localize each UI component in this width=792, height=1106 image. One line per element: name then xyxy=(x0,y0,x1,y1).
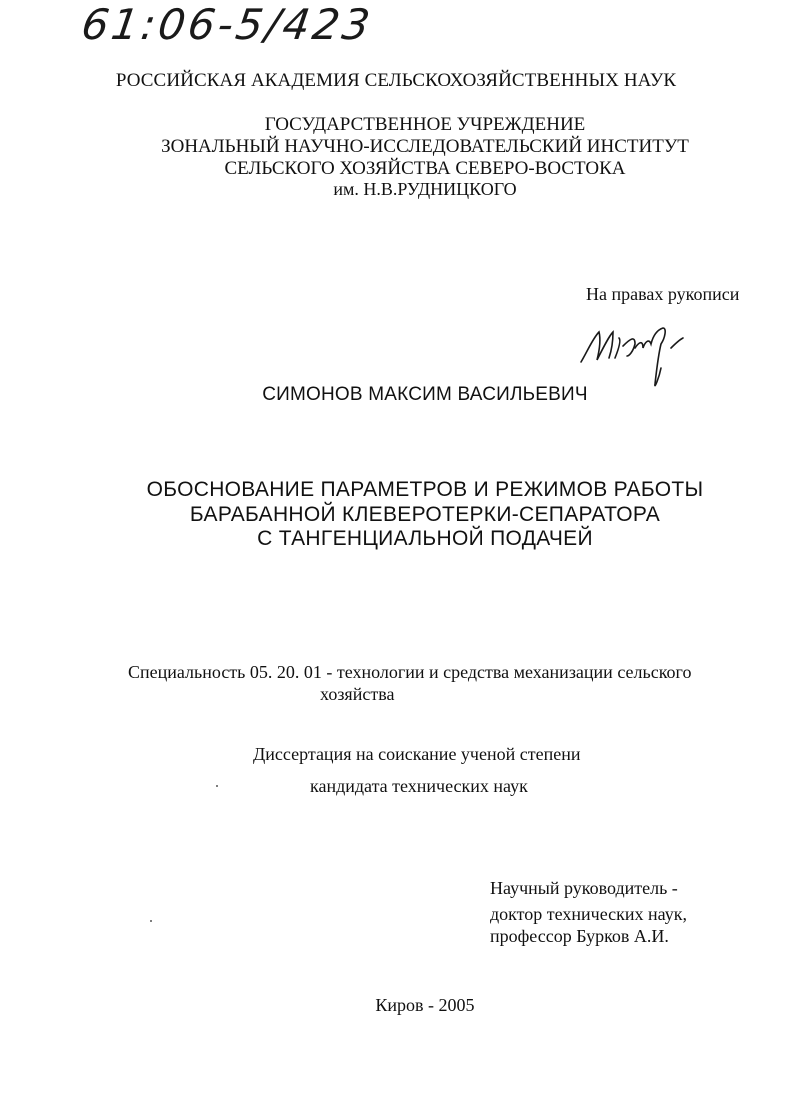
institution-line-4: им. Н.В.РУДНИЦКОГО xyxy=(333,179,517,199)
thesis-title-line-1: ОБОСНОВАНИЕ ПАРАМЕТРОВ И РЕЖИМОВ РАБОТЫ xyxy=(146,478,704,501)
institution-line-2: ЗОНАЛЬНЫЙ НАУЧНО-ИССЛЕДОВАТЕЛЬСКИЙ ИНСТИТУТ xyxy=(161,136,689,157)
specialty-line-2: хозяйства xyxy=(320,684,395,704)
city-year: Киров - 2005 xyxy=(375,995,475,1015)
institution-line-1: ГОСУДАРСТВЕННОЕ УЧРЕЖДЕНИЕ xyxy=(264,114,586,135)
rights-note: На правах рукописи xyxy=(586,284,740,304)
scan-speck xyxy=(150,920,152,922)
specialty-line-1: Специальность 05. 20. 01 - технологии и средства механизации сельского xyxy=(128,662,692,682)
thesis-title-line-2: БАРАБАННОЙ КЛЕВЕРОТЕРКИ-СЕПАРАТОРА xyxy=(189,503,661,526)
supervisor-line-3: профессор Бурков А.И. xyxy=(490,926,669,946)
dissertation-line-2: кандидата технических наук xyxy=(310,776,528,796)
dissertation-line-1: Диссертация на соискание ученой степени xyxy=(253,744,581,764)
thesis-title-line-3: С ТАНГЕНЦИАЛЬНОЙ ПОДАЧЕЙ xyxy=(257,527,593,550)
author-name: СИМОНОВ МАКСИМ ВАСИЛЬЕВИЧ xyxy=(262,384,588,405)
scan-speck xyxy=(216,785,218,787)
archive-code-handwritten: 61:06-5/423 xyxy=(78,0,376,49)
institution-line-3: СЕЛЬСКОГО ХОЗЯЙСТВА СЕВЕРО-ВОСТОКА xyxy=(224,158,626,179)
supervisor-line-2: доктор технических наук, xyxy=(490,904,687,924)
academy-name: РОССИЙСКАЯ АКАДЕМИЯ СЕЛЬСКОХОЗЯЙСТВЕННЫХ НАУК xyxy=(115,70,677,91)
supervisor-line-1: Научный руководитель - xyxy=(490,878,678,898)
